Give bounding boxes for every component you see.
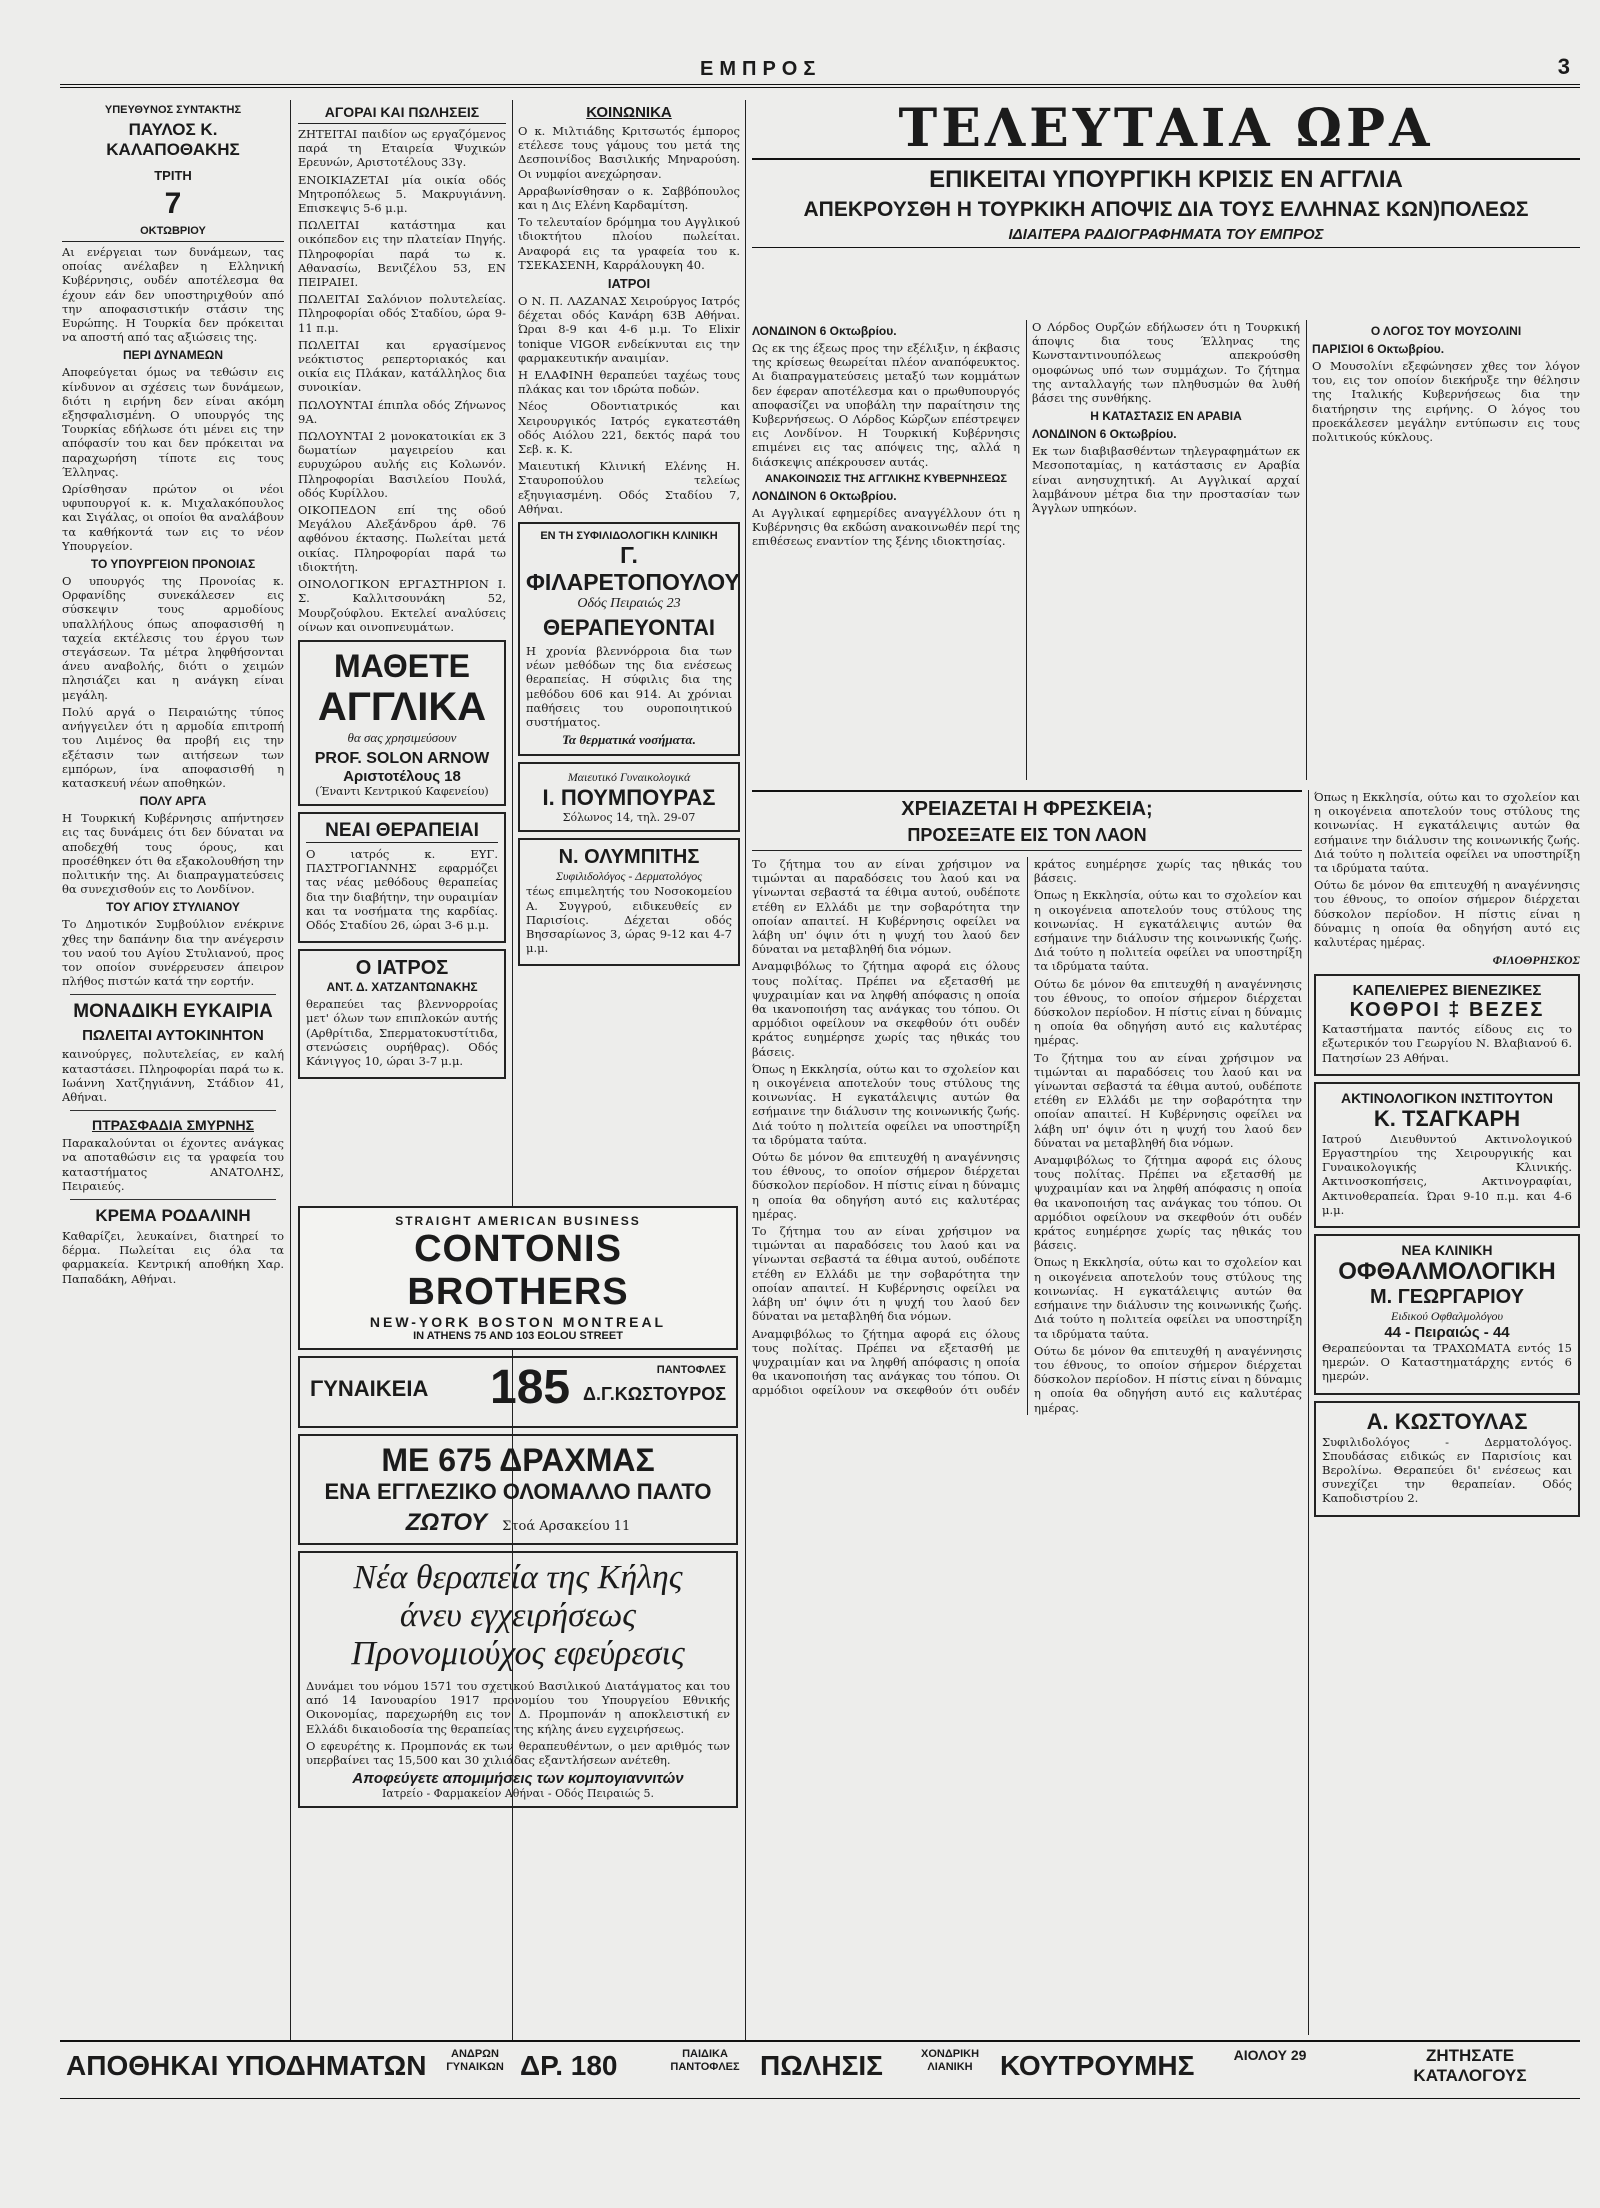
paragraph: Ο υπουργός της Προνοίας κ. Ορφανίδης συνεκάλεσεν εις σύσκεψιν τους αρμοδίους υπαλλήλους όπως αποφασισθή η ταχεία εκτέλεσις του έργου των στεγάσεων. Τα μέτρα ληφθήσονται άνευ αναβολής, διότι ο χειμών πλησιάζει και η ανάγκη είναι μεγάλη. — [62, 574, 284, 702]
ad-name: Μ. ΓΕΩΡΓΑΡΙΟΥ — [1369, 1286, 1525, 1309]
classified-item: ΠΩΛΟΥΝΤΑΙ έπιπλα οδός Ζήνωνος 9Α. — [298, 397, 506, 426]
ad-note: ΠΑΝΤΟΦΛΕΣ — [656, 1364, 726, 1376]
ad-subtitle: ΕΝΑ ΕΓΓΛΕΖΙΚΟ ΟΛΟΜΑΛΛΟ ΠΑΛΤΟ — [324, 1479, 712, 1504]
latest-news-section — [752, 100, 1580, 248]
column-rule — [290, 100, 291, 2040]
column-3 — [518, 100, 740, 1190]
dispatch-text: Ως εκ της έξεως προς την εξέλιξιν, η έκβασις της κρίσεως θεωρείται πλέον αναπόφευκτος. Αι διαπραγματεύσεις μεταξύ των κομμάτων δεν έφεραν αποτέλεσμα και ο πρωθυπουργός αποφασίζει να υποβάλη την παραίτησιν της Κυβερνήσεως. Ο Λόρδος Κώρζων επέστρεψεν εις Λονδίνον. Η Τουρκική Κυβέρνησις επιμένει εις τας απόψεις της, αλλά η διάσκεψις απέκρουσεν αυτάς. — [752, 341, 1020, 469]
paragraph: Αποφεύγεται όμως να τεθώσιν εις κίνδυνον αι σχέσεις των δυνάμεων, διότι η ειρήνη δεν είναι ακόμη εξησφαλισμένη. Ο υπουργός της Τουρκίας εδήλωσε ότι μένει εις την απόφασίν του και δεν πρόκειται να παραχωρήση τίποτε εις τους Έλληνας. — [62, 365, 284, 479]
ad-store: ΖΩΤΟΥ — [405, 1509, 488, 1536]
ad-name: Κ. ΤΣΑΓΚΑΡΗ — [1373, 1105, 1521, 1131]
divider — [70, 1110, 276, 1111]
masthead — [60, 54, 1580, 88]
english-lessons-ad — [298, 640, 506, 806]
ad-text: καινούργες, πολυτελείας, εν καλή καταστάσει. Πληροφορίαι παρά τω κ. Ιωάννη Χατζηγιάννη, Στάδιον 41, Αθήναι. — [62, 1047, 284, 1104]
social-item: Το τελευταίον δρόμημα του Αγγλικού ιδιοκτήτου πλοίου πωλείται. Αναφορά εις τα γραφεία του κ. ΤΣΕΚΑΣΕΝΗ, Καρράλουγκη 40. — [518, 215, 740, 272]
section-heading: ΑΓΟΡΑΙ ΚΑΙ ΠΩΛΗΣΕΙΣ — [298, 104, 506, 124]
essay-paragraph: Το ζήτημα του αν είναι χρήσιμον να τιμώνται αι παραδόσεις του λαού και να γίνωνται σεβαστά τα έθιμα αυτού, ουδέποτε ετέθη εν Ελλάδι με την σοβαρότητα την οποίαν απαιτεί. Η Κυβέρνησις οφείλει να λάβη υπ' όψιν ότι η ψυχή του λαού δεν δύναται να μεταβληθή δια νόμων. — [752, 1224, 1020, 1324]
ad-heading: ΠΤΡΑΣΦΑΔΙΑ ΣΜΥΡΝΗΣ — [91, 1117, 254, 1134]
ad-title: ΑΓΓΛΙΚΑ — [317, 684, 487, 729]
hats-ad — [1314, 974, 1580, 1076]
dispatch-text: Ο Μουσολίνι εξεφώνησεν χθες τον λόγον του, εις τον οποίον διεκήρυξε την θέλησιν της Ιταλικής Κυβερνήσεως δια την διατήρησιν της ειρήνης. Ο λόγος του προεκάλεσεν μεγάλην εντύπωσιν εις τους πολιτικούς κύκλους. — [1312, 359, 1580, 445]
editor-label: ΥΠΕΥΘΥΝΟΣ ΣΥΝΤΑΚΤΗΣ — [104, 104, 242, 116]
ad-address: Ιατρείο - Φαρμακείον Αθήναι - Οδός Πειραιώς 5. — [381, 1787, 654, 1801]
strip-text: ΑΠΟΘΗΚΑΙ ΥΠΟΔΗΜΑΤΩΝ — [66, 2050, 427, 2081]
ad-subheading: ΠΩΛΕΙΤΑΙ ΑΥΤΟΚΙΝΗΤΟΝ — [82, 1027, 264, 1045]
strip-text: ΠΩΛΗΣΙΣ — [760, 2050, 883, 2081]
strip-name: ΚΟΥΤΡΟΥΜΗΣ — [1000, 2050, 1195, 2081]
ad-name: Γ. ΦΙΛΑΡΕΤΟΠΟΥΛΟΥ — [526, 542, 740, 596]
ad-text: Παρακαλούνται οι έχοντες ανάγκας να αποταθώσιν εις τα γραφεία του καταστήματος ΑΝΑΤΟΛΗΣ, Πειραιεύς. — [62, 1136, 284, 1193]
section-heading: ΤΟΥ ΑΓΙΟΥ ΣΤΥΛΙΑΝΟΥ — [106, 900, 240, 915]
ad-title: Ο ΙΑΤΡΟΣ — [355, 957, 449, 980]
dispatch-dateline: ΛΟΝΔΙΝΟΝ 6 Οκτωβρίου. — [1032, 427, 1177, 442]
ad-text: Τα θερματικά νοσήματα. — [562, 732, 696, 748]
section-title: ΤΕΛΕΥΤΑΙΑ ΩΡΑ — [752, 100, 1580, 160]
essay-paragraph: Όπως η Εκκλησία, ούτω και το σχολείον και η οικογένεια αποτελούν τους στύλους της κοινωνίας. Η εγκατάλειψις αυτών θα εσήμαινε την διάλυσιν της κοινωνικής ζωής. Διά τούτο η πολιτεία οφείλει να υποστηρίξη τα ιδρύματα ταύτα. — [1034, 1255, 1302, 1341]
paragraph: Η Τουρκική Κυβέρνησις απήντησεν εις τας δυνάμεις ότι δεν δύναται να αποδεχθή τους όρους, και προσέθηκεν ότι θα εξακολουθήση την πολιτικήν της. Αι διαπραγματεύσεις θα συνεχισθούν εις το Λονδίνον. — [62, 811, 284, 897]
gynecologist-ad — [518, 762, 740, 832]
essay-body — [752, 857, 1302, 1415]
ad-role: Ειδικού Οφθαλμολόγου — [1391, 1309, 1503, 1324]
intro-paragraph: Αι ενέργειαι των δυνάμεων, τας οποίας ανέλαβεν η Ελληνική Κυβέρνησις, ουδέν αποτέλεσμα θα έχουν εάν δεν υποστηριχθούν από την αποφασιστικήν στάσιν της Ευρώπης. Η Τουρκία δεν πρόκειται να αποστή από τας αξιώσεις της. — [62, 245, 284, 345]
strip-address: ΑΙΟΛΟΥ 29 — [1233, 2047, 1307, 2063]
date-number: 7 — [164, 187, 182, 220]
ad-name: ΑΝΤ. Δ. ΧΑΤΖΑΝΤΩΝΑΚΗΣ — [326, 980, 478, 995]
paragraph: Νέος Οδοντιατρικός και Χειρουργικός Ιατρός εγκατεστάθη οδός Αιόλου 221, δεκτός παρά του Σεβ. κ. Κ. — [518, 399, 740, 457]
social-item: Αρραβωνίσθησαν ο κ. Σαββόπουλος και η Δις Ελένη Καρδαμίτση. — [518, 183, 740, 213]
ad-text: Καθαρίζει, λευκαίνει, διατηρεί το δέρμα. Πωλείται εις όλα τα φαρμακεία. Κεντρική αποθήκη Χαρ. Παπαδάκη, Αθήναι. — [62, 1228, 284, 1286]
paragraph: Μαιευτική Κλινική Ελένης Η. Σταυροπούλου τελείως εξηυγιασμένη. Οδός Σταδίου 7, Αθήναι. — [518, 459, 740, 516]
dispatch-text: Εκ των διαβιβασθέντων τηλεγραφημάτων εκ Μεσοποταμίας, η κατάστασις εν Αραβία είναι ανησυχητική. Αι Αγγλικαί αρχαί λαμβάνουν μέτρα δια την προστασίαν των Άγγλων υπηκόων. — [1032, 444, 1300, 516]
paragraph: Ο Ν. Π. ΛΑΖΑΝΑΣ Χειρούργος Ιατρός δέχεται οδός Κανάρη 63Β Αθήναι. Ώραι 8-9 και 4-6 μ.μ. Το Elixir tonique VIGOR ενδείκνυται εις την φαρμακευτικήν αναιμίαν. — [518, 294, 740, 365]
news-column-a — [752, 320, 1020, 551]
new-therapies-ad — [298, 812, 506, 943]
classified-item: ΠΩΛΟΥΝΤΑΙ 2 μονοκατοικίαι εκ 3 δωματίων μαγειρείου και ευρυχώρου αυλής εις Κολωνόν. Πληροφορίαι Βασιλείου Πουλά, οδός Κυρίλλου. — [298, 429, 506, 500]
dispatch-text: Αι Αγγλικαί εφημερίδες αναγγέλλουν ότι η Κυβέρνησις θα εκδώση ανακοινωθέν περί της επιθέσεως εναντίον της ξένης ιδιοκτησίας. — [752, 505, 1020, 549]
dermatologist-ad — [518, 838, 740, 966]
section-heading: ΙΑΤΡΟΙ — [607, 276, 651, 292]
dermatologist-ad — [1314, 1401, 1580, 1517]
essay-paragraph: Όπως η Εκκλησία, ούτω και το σχολείον και η οικογένεια αποτελούν τους στύλους της κοινωνίας. Η εγκατάλειψις αυτών θα εσήμαινε την διάλυσιν της κοινωνικής ζωής. Διά τούτο η πολιτεία οφείλει να υποστηρίξη τα ιδρύματα ταύτα. — [752, 1061, 1020, 1147]
subheadline: ΙΔΙΑΙΤΕΡΑ ΡΑΔΙΟΓΡΑΦΗΜΑΤΑ ΤΟΥ ΕΜΠΡΟΣ — [752, 226, 1580, 248]
right-column — [1314, 790, 1580, 1523]
page-number: 3 — [1557, 54, 1570, 79]
column-rule — [1308, 790, 1309, 2035]
bottom-ad-strip — [60, 2040, 1580, 2099]
essay-title: ΧΡΕΙΑΖΕΤΑΙ Η ΦΡΕΣΚΕΙΑ; — [901, 798, 1153, 820]
essay-paragraph: Ούτω δε μόνον θα επιτευχθή η αναγέννησις του έθνους, το οποίον σήμερον διέρχεται δύσκολον περίοδον. Η πίστις είναι η δύναμις η οποία θα οδηγήση αυτό εις καλυτέρας ημέρας. — [1034, 1343, 1302, 1415]
ad-name: Α. ΚΩΣΤΟΥΛΑΣ — [1366, 1408, 1528, 1434]
essay-section — [752, 790, 1302, 1415]
strip-text: ΑΝΔΡΩΝ ΓΥΝΑΙΚΩΝ — [446, 2048, 504, 2073]
strip-text: ΧΟΝΔΡΙΚΗ ΛΙΑΝΙΚΗ — [920, 2048, 980, 2073]
strip-text: ΖΗΤΗΣΑΤΕ ΚΑΤΑΛΟΓΟΥΣ — [1413, 2046, 1527, 2085]
hernia-cure-ad — [298, 1551, 738, 1808]
headline: ΕΠΙΚΕΙΤΑΙ ΥΠΟΥΡΓΙΚΗ ΚΡΙΣΙΣ ΕΝ ΑΓΓΛΙΑ — [929, 166, 1403, 193]
ad-title: ΚΑΠΕΛΙΕΡΕΣ ΒΙΕΝΕΖΙΚΕΣ — [1352, 982, 1542, 1000]
essay-paragraph: Αναμφιβόλως το ζήτημα αφορά εις όλους τους πολίτας. Πρέπει να εξετασθή με ψυχραιμίαν και να ληφθή απόφασις η οποία θα ικανοποιήση τας ανάγκας του τόπου. Οι αρμόδιοι οφείλουν να σκεφθούν ότι ουδέν κράτος ευημέρησε χωρίς τας ηθικάς του βάσεις. — [1034, 1153, 1302, 1253]
divider — [70, 994, 276, 995]
headline: ΑΠΕΚΡΟΥΣΘΗ Η ΤΟΥΡΚΙΚΗ ΑΠΟΨΙΣ ΔΙΑ ΤΟΥΣ ΕΛΛΗΝΑΣ ΚΩΝ)ΠΟΛΕΩΣ — [803, 198, 1529, 221]
classified-item: ΟΙΚΟΠΕΔΟΝ επί της οδού Μεγάλου Αλεξάνδρου άρθ. 76 αφθόνου έκτασης. Πωλείται μετά οικίας. Πληροφορίαι παρά τω ιδιοκτήτη. — [298, 503, 506, 574]
classified-item: ΠΩΛΕΙΤΑΙ Σαλόνιον πολυτελείας. Πληροφορίαι οδός Σταδίου, ώρα 9-11 π.μ. — [298, 292, 506, 335]
ad-text: ΓΥΝΑΙΚΕΙΑ — [310, 1376, 429, 1401]
dispatch-dateline: ΠΑΡΙΣΙΟΙ 6 Οκτωβρίου. — [1312, 342, 1445, 356]
ad-name: Ι. ΠΟΥΜΠΟΥΡΑΣ — [542, 785, 716, 811]
ad-text: Δυνάμει του νόμου 1571 του σχετικού Βασιλικού Διατάγματος και του από 14 Ιανουαρίου 1917 προνομίου του Υπουργείου Εθνικής Οικονομίας, παρεχωρήθη εις τον Δ. Προμπονάν η αποκλειστική εν Ελλάδι δικαιοδοσία της θεραπείας της κήλης άνευ εγχειρήσεως. — [306, 1679, 730, 1736]
dispatch-heading: Η ΚΑΤΑΣΤΑΣΙΣ ΕΝ ΑΡΑΒΙΑ — [1090, 409, 1242, 424]
essay-paragraph: Όπως η Εκκλησία, ούτω και το σχολείον και η οικογένεια αποτελούν τους στύλους της κοινωνίας. Η εγκατάλειψις αυτών θα εσήμαινε την διάλυσιν της κοινωνικής ζωής. Διά τούτο η πολιτεία οφείλει να υποστηρίξη τα ιδρύματα ταύτα. — [1314, 790, 1580, 876]
ad-title: Νέα θεραπεία της Κήλης — [353, 1559, 683, 1596]
doctor-ad — [298, 949, 506, 1079]
column-rule — [745, 100, 746, 2040]
ad-title: Προνομιούχος εφεύρεσις — [351, 1635, 685, 1672]
date-month: ΟΚΤΩΒΡΙΟΥ — [62, 225, 284, 242]
ad-heading: ΚΡΕΜΑ ΡΟΔΑΛΙΝΗ — [95, 1205, 251, 1225]
ad-text: Ιατρού Διευθυντού Ακτινολογικού Εργαστηρίου της Χειρουργικής και Γυναικολογικής Κλινικής. Ακτινοσκοπήσεις, Ακτινογραφίαι, Ακτινοθεραπεία. Ώραι 9-10 π.μ. και 4-6 μ.μ. — [1322, 1131, 1572, 1217]
ad-heading: Συφιλιδολόγος - Δερματολόγος — [555, 869, 703, 884]
shoes-ad — [298, 1356, 738, 1428]
dispatch-heading: ΑΝΑΚΟΙΝΩΣΙΣ ΤΗΣ ΑΓΓΛΙΚΗΣ ΚΥΒΕΡΝΗΣΕΩΣ — [765, 472, 1007, 485]
ad-text: Η χρονία βλεννόρροια δια των νέων μεθόδων της δια ενέσεως θεραπείας. Η σύφιλις δια της μεθόδου 606 και 914. Αι χρόνιαι παθήσεις του ουροποιητικού συστήματος. — [526, 644, 732, 730]
ad-title: ΜΑΘΕΤΕ — [333, 647, 471, 684]
ad-heading: Μαιευτικό Γυναικολογικά — [567, 770, 691, 785]
editor-name: ΠΑΥΛΟΣ Κ. ΚΑΛΑΠΟΘΑΚΗΣ — [106, 120, 240, 159]
dispatch-text: Ο Λόρδος Ουρζών εδήλωσεν ότι η Τουρκική άποψις δια τους Έλληνας της Κωνσταντινουπόλεως απεκρούσθη ομοφώνως υπό των συμμάχων. Το ζήτημα της ανταλλαγής των πληθυσμών θα λυθή βάσει της συνθήκης. — [1032, 320, 1300, 406]
column-1 — [62, 100, 284, 1289]
essay-subtitle: ΠΡΟΣΕΞΑΤΕ ΕΙΣ ΤΟΝ ΛΑΟΝ — [752, 825, 1302, 851]
ad-subtitle: ΚΟΘΡΟΙ ‡ ΒΕΖΕΣ — [1349, 999, 1545, 1022]
ad-address: Στοά Αρσακείου 11 — [502, 1519, 631, 1534]
ad-text: Καταστήματα παντός είδους εις το εξωτερικόν του Γεωργίου Ν. Βλαβιανού 6. Πατησίων 23 Αθήναι. — [1322, 1022, 1572, 1065]
section-heading: ΤΟ ΥΠΟΥΡΓΕΙΟΝ ΠΡΟΝΟΙΑΣ — [90, 557, 256, 572]
column-rule — [1026, 320, 1027, 780]
essay-paragraph: Αναμφιβόλως το ζήτημα αφορά εις όλους τους πολίτας. Πρέπει να εξετασθή με ψυχραιμίαν και να ληφθή απόφασις η οποία θα ικανοποιήση τας ανάγκας του τόπου. Οι αρμόδιοι οφείλουν να σκεφθούν ότι ουδέν κράτος ευημέρησε χωρίς τας ηθικάς του βάσεις. — [752, 959, 1020, 1059]
radiology-ad — [1314, 1082, 1580, 1228]
ophthalmology-ad — [1314, 1234, 1580, 1395]
classified-item: ΟΙΝΟΛΟΓΙΚΟΝ ΕΡΓΑΣΤΗΡΙΟΝ I. Σ. Καλλιτσουνάκη 52, Μουρζούφλου. Εκτελεί αναλύσεις οίνων και οινοπνευμάτων. — [298, 577, 506, 634]
section-heading: ΚΟΙΝΩΝΙΚΑ — [586, 104, 672, 121]
newspaper-name: ΕΜΠΡΟΣ — [700, 58, 822, 80]
ad-title: ΜΕ 675 ΔΡΑΧΜΑΣ — [381, 1442, 655, 1478]
ad-title: άνευ εγχειρήσεως — [399, 1597, 637, 1634]
ad-address: Οδός Πειραιώς 23 — [577, 596, 681, 612]
social-item: Ο κ. Μιλτιάδης Κριτσωτός έμπορος ετέλεσε τους γάμους του μετά της Δεσποινίδος Βασιλικής Μηναρούση. Οι νυμφίοι ανεχώρησαν. — [518, 124, 740, 181]
ad-price: 185 — [490, 1361, 571, 1414]
section-heading: ΠΕΡΙ ΔΥΝΑΜΕΩΝ — [122, 348, 224, 363]
paragraph: Πολύ αργά ο Πειραιώτης τύπος ανήγγειλεν ότι η αρμοδία επιτροπή του Λιμένος θα προβή εις την εξέτασιν των αιτήσεων των εμπόρων, ίνα αποφασισθή η κατασκευή νέων αποθηκών. — [62, 704, 284, 790]
essay-signature: ΦΙΛΟΘΡΗΣΚΟΣ — [1492, 953, 1580, 968]
news-column-c — [1312, 320, 1580, 447]
essay-paragraph: Το ζήτημα του αν είναι χρήσιμον να τιμώνται αι παραδόσεις του λαού και να γίνωνται σεβαστά τα έθιμα αυτού, ουδέποτε ετέθη εν Ελλάδι με την σοβαρότητα την οποίαν απαιτεί. Η Κυβέρνησις οφείλει να λάβη υπ' όψιν ότι η ψυχή του λαού δεν δύναται να μεταβληθή δια νόμων. — [752, 857, 1020, 957]
divider — [70, 1199, 276, 1200]
ad-tagline: STRAIGHT AMERICAN BUSINESS — [395, 1214, 641, 1228]
ad-name: PROF. SOLON ARNOW — [314, 749, 490, 767]
ad-title: ΟΦΘΑΛΜΟΛΟΓΙΚΗ — [1338, 1258, 1556, 1286]
essay-paragraph: Ούτω δε μόνον θα επιτευχθή η αναγέννησις του έθνους, το οποίον σήμερον διέρχεται δύσκολον περίοδον. Η πίστις είναι η δύναμις η οποία θα οδηγήση αυτό εις καλυτέρας ημέρας. — [1314, 878, 1580, 950]
strip-price: ΔΡ. 180 — [520, 2050, 618, 2081]
essay-paragraph: Το ζήτημα του αν είναι χρήσιμον να τιμώνται αι παραδόσεις του λαού και να γίνωνται σεβαστά τα έθιμα αυτού, ουδέποτε ετέθη εν Ελλάδι με την σοβαρότητα την οποίαν απαιτεί. Η Κυβέρνησις οφείλει να λάβη υπ' όψιν ότι η ψυχή του λαού δεν δύναται να μεταβληθή δια νόμων. — [1034, 1050, 1302, 1150]
essay-paragraph: Ούτω δε μόνον θα επιτευχθή η αναγέννησις του έθνους, το οποίον σήμερον διέρχεται δύσκολον περίοδον. Η πίστις είναι η δύναμις η οποία θα οδηγήση αυτό εις καλυτέρας ημέρας. — [1034, 976, 1302, 1048]
ad-warning: Αποφεύγετε απομιμήσεις των κομπογιαννιτών — [352, 1770, 684, 1788]
ad-heading: ΕΝ ΤΗ ΣΥΦΙΛΙΔΟΛΟΓΙΚΗ ΚΛΙΝΙΚΗ — [540, 530, 718, 543]
column-2 — [298, 100, 506, 1190]
paragraph: Ωρίσθησαν πρώτον οι νέοι υφυπουργοί κ. κ. Μιχαλακόπουλος και Σιγάλας, οι οποίοι θα αναλάβουν τα καθήκοντά των εις το νέον Υπουργείον. — [62, 482, 284, 553]
clinic-ad — [518, 522, 740, 756]
ad-address: 44 - Πειραιώς - 44 — [1384, 1324, 1510, 1342]
ad-address: Σόλωνος 14, τηλ. 29-07 — [562, 811, 696, 825]
paragraph: Το Δημοτικόν Συμβούλιον ενέκρινε χθες την δαπάνην δια την ανέγερσιν του ναού του Αγίου Στυλιανού, προς τον οποίον συνέρρευσεν άπειρον πλήθος πιστών κατά την εορτήν. — [62, 917, 284, 989]
date-day: ΤΡΙΤΗ — [154, 168, 192, 183]
ad-heading: ΝΕΑ ΚΛΙΝΙΚΗ — [1401, 1242, 1493, 1259]
ad-text: Συφιλιδολόγος - Δερματολόγος. Σπουδάσας ειδικώς εν Παρισίοις και Βερολίνω. Θεραπεύει δι' ενέσεως και συνεχίζει την θεραπείαν. Οδός Καποδιστρίου 2. — [1322, 1434, 1572, 1506]
ad-title: ΑΚΤΙΝΟΛΟΓΙΚΟΝ ΙΝΣΤΙΤΟΥΤΟΝ — [1340, 1089, 1554, 1106]
wide-ads — [298, 1200, 738, 1814]
ad-title: ΘΕΡΑΠΕΥΟΝΤΑΙ — [543, 615, 715, 641]
ad-title: CONTONIS BROTHERS — [407, 1228, 629, 1313]
essay-paragraph: Ούτω δε μόνον θα επιτευχθή η αναγέννησις του έθνους, το οποίον σήμερον διέρχεται δύσκολον περίοδον. Η πίστις είναι η δύναμις η οποία θα οδηγήση αυτό εις καλυτέρας ημέρας. — [752, 1150, 1020, 1221]
ad-text: θα σας χρησιμεύσουν — [347, 729, 457, 745]
essay-paragraph: Αναμφιβόλως το ζήτημα αφορά εις όλους τους πολίτας. Πρέπει να εξετασθή με ψυχραιμίαν και να ληφθή απόφασις η οποία θα ικανοποιήση τας ανάγκας του τόπου. Οι αρμόδιοι οφείλουν να σκεφθούν ότι ουδέν κράτος ευημέρησε χωρίς τας ηθικάς του βάσεις. — [752, 857, 1302, 1398]
classified-item: ΠΩΛΕΙΤΑΙ και εργασίμενος νεόκτιστος ρεπερτοριακός και οικία εις Πλάκαν, κατάλληλος δια συνοικίαν. — [298, 337, 506, 395]
coat-ad — [298, 1434, 738, 1545]
ad-text: Ο εφευρέτης κ. Προμπονάς εκ των θεραπευθέντων, ο μεν αριθμός των υπερβαίνει τας 15,500 και 30 χιλιάδας εξαντλήσεων ανέτεθη. — [306, 1738, 730, 1768]
section-heading: ΠΟΛΥ ΑΡΓΑ — [139, 794, 207, 809]
ad-name: Ν. ΟΛΥΜΠΙΤΗΣ — [558, 846, 700, 869]
dispatch-heading: Ο ΛΟΓΟΣ ΤΟΥ ΜΟΥΣΟΛΙΝΙ — [1370, 324, 1522, 338]
ad-heading: ΜΟΝΑΔΙΚΗ ΕΥΚΑΙΡΙΑ — [73, 1001, 273, 1023]
ad-name: Δ.Γ.ΚΩΣΤΟΥΡΟΣ — [583, 1384, 726, 1404]
ad-cities: NEW-YORK BOSTON MONTREAL — [369, 1314, 667, 1330]
classified-item: ΖΗΤΕΙΤΑΙ παιδίον ως εργαζόμενος παρά τη Εταιρεία Ψυχικών Ερευνών, Αριστοτέλους 33γ. — [298, 127, 506, 170]
news-column-b — [1032, 320, 1300, 518]
classified-item: ΠΩΛΕΙΤΑΙ κατάστημα και οικόπεδον εις την πλατείαν Πηγής. Πληροφορίαι παρά τω κ. Αθανασίω, Βενιζέλου 53, ΕΝ ΠΕΙΡΑΙΕΙ. — [298, 218, 506, 290]
strip-text: ΠΑΙΔΙΚΑ ΠΑΝΤΟΦΛΕΣ — [670, 2048, 740, 2073]
ad-text: Θεραπεύονται τα ΤΡΑΧΩΜΑΤΑ εντός 15 ημερών. Ο Καταστηματάρχης εντός 6 ημερών. — [1322, 1341, 1572, 1384]
ad-address: IN ATHENS 75 AND 103 EOLOU STREET — [413, 1330, 623, 1342]
dispatch-dateline: ΛΟΝΔΙΝΟΝ 6 Οκτωβρίου. — [752, 488, 897, 503]
ad-title: ΝΕΑΙ ΘΕΡΑΠΕΙΑΙ — [306, 820, 498, 843]
contonis-ad — [298, 1206, 738, 1350]
ad-note: (Έναντι Κεντρικού Καφενείου) — [315, 784, 489, 798]
ad-text: τέως επιμελητής του Νοσοκομείου Α. Συγγρού, ειδικευθείς εν Παρισίοις. Δέχεται οδός Βησσαρίωνος 3, ώρας 9-12 και 4-7 μ.μ. — [526, 884, 732, 956]
dispatch-dateline: ΛΟΝΔΙΝΟΝ 6 Οκτωβρίου. — [752, 324, 897, 338]
ad-address: Αριστοτέλους 18 — [343, 767, 461, 785]
classified-item: ΕΝΟΙΚΙΑΖΕΤΑΙ μία οικία οδός Μητροπόλεως 5. Μακρυγιάννη. Επισκεψις 5-6 μ.μ. — [298, 172, 506, 216]
column-rule — [1306, 320, 1307, 780]
ad-text: Ο ιατρός κ. ΕΥΓ. ΠΑΣΤΡΟΓΙΑΝΝΗΣ εφαρμόζει τας νέας μεθόδους θεραπείας δια την διαβήτην, την ουραιμίαν και τα νοσήματα της καρδίας. Οδός Σταδίου 26, ώραι 3-6 μ.μ. — [306, 846, 498, 932]
ad-text: θεραπεύει τας βλεννορροίας μετ' όλων των επιπλοκών αυτής (Αρθρίτιδα, Σπερματοκυστίτιδα, στενώσεις ουρήθρας). Οδός Κάνιγγος 10, ώραι 3-7 μ.μ. — [306, 997, 498, 1068]
paragraph: Η ΕΛΑΦΙΝΗ θεραπεύει ταχέως τους πλάκας και τον ιδρώτα ποδών. — [518, 368, 740, 397]
essay-paragraph: Όπως η Εκκλησία, ούτω και το σχολείον και η οικογένεια αποτελούν τους στύλους της κοινωνίας. Η εγκατάλειψις αυτών θα εσήμαινε την διάλυσιν της κοινωνικής ζωής. Διά τούτο η πολιτεία οφείλει να υποστηρίξη τα ιδρύματα ταύτα. — [1034, 888, 1302, 974]
